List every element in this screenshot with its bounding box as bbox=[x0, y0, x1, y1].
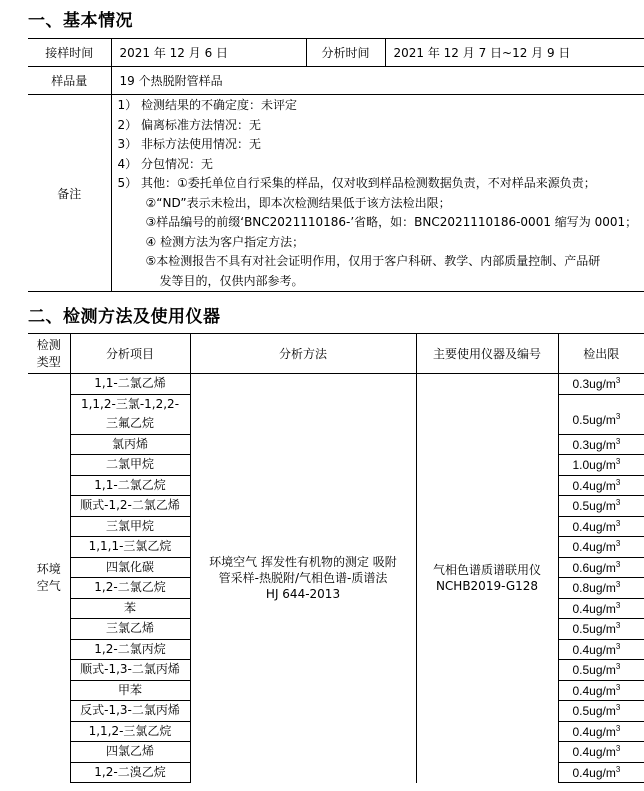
analysis-item-cell bbox=[70, 701, 190, 722]
detection-limit-cell bbox=[558, 742, 644, 763]
detection-type-line: 空气 bbox=[36, 579, 61, 594]
analysis-method-line: 管采样-热脱附/气相色谱-质谱法 bbox=[218, 571, 388, 586]
analysis-item-cell bbox=[70, 660, 190, 681]
analysis-item-cell bbox=[70, 557, 190, 578]
remark-line: 1） 检测结果的不确定度：未评定 bbox=[117, 98, 297, 112]
analysis-item-name: 1,1-二氯乙烷 bbox=[94, 477, 166, 492]
unit-superscript: 3 bbox=[615, 744, 621, 754]
analysis-item-name: 氯丙烯 bbox=[111, 436, 148, 451]
analysis-method-line: HJ 644-2013 bbox=[265, 587, 341, 602]
remarks-label: 备注 bbox=[28, 95, 111, 292]
section-title-methods: 二、检测方法及使用仪器 bbox=[28, 307, 221, 327]
analysis-item-cell bbox=[70, 455, 190, 476]
instrument-cell bbox=[416, 374, 558, 783]
analysis-item-cell bbox=[70, 496, 190, 517]
remark-line: 4） 分包情况：无 bbox=[117, 156, 213, 171]
analysis-method-cell bbox=[190, 374, 416, 783]
detection-limit-value: 0.4ug/m bbox=[572, 601, 616, 616]
analysis-item-cell bbox=[70, 721, 190, 742]
unit-superscript: 3 bbox=[615, 641, 621, 651]
detection-limit-value: 1.0ug/m bbox=[572, 458, 616, 473]
analysis-item-cell bbox=[70, 598, 190, 619]
analysis-item-name: 二氯甲烷 bbox=[105, 457, 154, 472]
detection-limit-value: 0.3ug/m bbox=[572, 377, 616, 392]
analysis-item-cell bbox=[70, 742, 190, 763]
analysis-item-cell bbox=[70, 434, 190, 455]
remark-line: 3） 非标方法使用情况：无 bbox=[117, 137, 261, 151]
detection-limit-value: 0.4ug/m bbox=[572, 519, 616, 534]
detection-limit-cell bbox=[558, 537, 644, 558]
remark-line: ⑤本检测报告不具有对社会证明作用，仅用于客户科研、教学、内部质量控制、产品研 bbox=[145, 254, 601, 268]
analysis-item-name: 1,1,1-三氯乙烷 bbox=[88, 539, 172, 554]
detection-limit-value: 0.4ug/m bbox=[572, 683, 616, 698]
remark-line: ②“ND”表示未检出，即本次检测结果低于该方法检出限； bbox=[145, 195, 451, 210]
analysis-method-line: 环境空气 挥发性有机物的测定 吸附 bbox=[209, 555, 397, 570]
detection-limit-value: 0.5ug/m bbox=[572, 412, 616, 427]
unit-superscript: 3 bbox=[615, 621, 621, 631]
receive-time-value: 2021 年 12 月 6 日 bbox=[111, 39, 306, 67]
detection-limit-cell bbox=[558, 762, 644, 783]
analysis-item-name: 顺式-1,3-二氯丙烯 bbox=[80, 662, 180, 677]
detection-limit-value: 0.4ug/m bbox=[572, 724, 616, 739]
unit-superscript: 3 bbox=[615, 600, 621, 610]
analysis-item-name: 1,1-二氯乙烯 bbox=[94, 376, 166, 391]
unit-superscript: 3 bbox=[615, 580, 621, 590]
analysis-item-name: 顺式-1,2-二氯乙烯 bbox=[80, 498, 180, 513]
unit-superscript: 3 bbox=[615, 411, 621, 421]
header-type bbox=[28, 334, 70, 374]
detection-limit-value: 0.6ug/m bbox=[572, 560, 616, 575]
detection-type-cell bbox=[28, 374, 70, 783]
detection-limit-value: 0.3ug/m bbox=[572, 437, 616, 452]
basic-info-table bbox=[28, 38, 644, 292]
detection-limit-value: 0.4ug/m bbox=[572, 642, 616, 657]
remark-line: 5） 其他：①委托单位自行采集的样品，仅对收到样品检测数据负责，不对样品来源负责； bbox=[117, 176, 596, 190]
analysis-item-cell bbox=[70, 394, 190, 434]
detection-limit-value: 0.4ug/m bbox=[572, 478, 616, 493]
detection-limit-value: 0.8ug/m bbox=[572, 581, 616, 596]
header-instrument: 主要使用仪器及编号 bbox=[416, 334, 558, 374]
detection-limit-cell bbox=[558, 721, 644, 742]
analysis-item-cell bbox=[70, 762, 190, 783]
analysis-item-cell bbox=[70, 619, 190, 640]
analysis-item-cell bbox=[70, 578, 190, 599]
detection-type-line: 环境 bbox=[36, 562, 61, 577]
unit-superscript: 3 bbox=[615, 682, 621, 692]
instrument-line: NCHB2019-G128 bbox=[435, 579, 539, 594]
unit-superscript: 3 bbox=[615, 457, 621, 467]
unit-superscript: 3 bbox=[615, 703, 621, 713]
detection-limit-cell bbox=[558, 578, 644, 599]
unit-superscript: 3 bbox=[615, 559, 621, 569]
analysis-item-name: 1,1,2-三氯-1,2,2- bbox=[80, 397, 180, 411]
detection-limit-cell bbox=[558, 394, 644, 434]
unit-superscript: 3 bbox=[615, 477, 621, 487]
analysis-item-cell bbox=[70, 680, 190, 701]
analysis-item-cell bbox=[70, 516, 190, 537]
unit-superscript: 3 bbox=[615, 518, 621, 528]
remark-line: ④ 检测方法为客户指定方法； bbox=[145, 234, 305, 249]
sample-count-value: 19 个热脱附管样品 bbox=[111, 67, 644, 95]
detection-limit-cell bbox=[558, 660, 644, 681]
sample-count-label: 样品量 bbox=[28, 67, 111, 95]
detection-limit-cell bbox=[558, 374, 644, 395]
table-row bbox=[28, 374, 644, 395]
header-method: 分析方法 bbox=[190, 334, 416, 374]
analysis-item-name: 苯 bbox=[123, 600, 136, 615]
analysis-item-cell bbox=[70, 639, 190, 660]
analysis-item-cell bbox=[70, 374, 190, 395]
instrument-line: 气相色谱质谱联用仪 bbox=[432, 563, 541, 578]
detection-limit-value: 0.5ug/m bbox=[572, 622, 616, 637]
analysis-item-name: 三氯甲烷 bbox=[105, 518, 154, 533]
detection-limit-value: 0.5ug/m bbox=[572, 663, 616, 678]
analysis-item-name: 三氟乙烷 bbox=[105, 416, 154, 430]
unit-superscript: 3 bbox=[615, 498, 621, 508]
detection-limit-cell bbox=[558, 516, 644, 537]
detection-limit-value: 0.4ug/m bbox=[572, 745, 616, 760]
unit-superscript: 3 bbox=[615, 376, 621, 386]
unit-superscript: 3 bbox=[615, 539, 621, 549]
analysis-item-name: 四氯化碳 bbox=[105, 559, 154, 574]
unit-superscript: 3 bbox=[615, 764, 621, 774]
header-item: 分析项目 bbox=[70, 334, 190, 374]
detection-limit-cell bbox=[558, 434, 644, 455]
detection-limit-value: 0.5ug/m bbox=[572, 704, 616, 719]
remarks-content bbox=[111, 95, 644, 292]
detection-limit-cell bbox=[558, 598, 644, 619]
detection-limit-cell bbox=[558, 639, 644, 660]
methods-table bbox=[28, 333, 644, 783]
analysis-item-cell bbox=[70, 475, 190, 496]
detection-limit-cell bbox=[558, 496, 644, 517]
analysis-item-name: 1,2-二氯丙烷 bbox=[94, 641, 166, 656]
header-type-line: 类型 bbox=[36, 354, 61, 369]
section-title-basic: 一、基本情况 bbox=[28, 11, 133, 31]
analysis-item-name: 反式-1,3-二氯丙烯 bbox=[80, 703, 180, 718]
receive-time-label: 接样时间 bbox=[28, 39, 111, 67]
analysis-item-name: 1,2-二氯乙烷 bbox=[94, 580, 166, 595]
detection-limit-cell bbox=[558, 619, 644, 640]
remark-line: ③样品编号的前缀‘BNC2021110186-’省略，如：BNC2021110186-0001 缩写为 0001； bbox=[145, 215, 638, 229]
detection-limit-value: 0.4ug/m bbox=[572, 540, 616, 555]
analysis-item-cell bbox=[70, 537, 190, 558]
detection-limit-cell bbox=[558, 680, 644, 701]
analysis-time-label: 分析时间 bbox=[306, 39, 385, 67]
detection-limit-value: 0.5ug/m bbox=[572, 499, 616, 514]
analysis-item-name: 1,2-二溴乙烷 bbox=[94, 764, 166, 779]
analysis-item-name: 四氯乙烯 bbox=[105, 744, 154, 759]
header-type-line: 检测 bbox=[36, 337, 61, 352]
detection-limit-cell bbox=[558, 701, 644, 722]
detection-limit-cell bbox=[558, 475, 644, 496]
unit-superscript: 3 bbox=[615, 723, 621, 733]
header-limit: 检出限 bbox=[558, 334, 644, 374]
unit-superscript: 3 bbox=[615, 436, 621, 446]
remark-line: 2） 偏离标准方法情况：无 bbox=[117, 117, 261, 132]
analysis-item-name: 三氯乙烯 bbox=[105, 621, 154, 636]
detection-limit-value: 0.4ug/m bbox=[572, 765, 616, 780]
analysis-item-name: 甲苯 bbox=[117, 682, 142, 697]
detection-limit-cell bbox=[558, 557, 644, 578]
remark-line: 发等目的，仅供内部参考。 bbox=[159, 273, 304, 288]
unit-superscript: 3 bbox=[615, 662, 621, 672]
analysis-time-value: 2021 年 12 月 7 日~12 月 9 日 bbox=[385, 39, 644, 67]
detection-limit-cell bbox=[558, 455, 644, 476]
analysis-item-name: 1,1,2-三氯乙烷 bbox=[88, 723, 172, 738]
